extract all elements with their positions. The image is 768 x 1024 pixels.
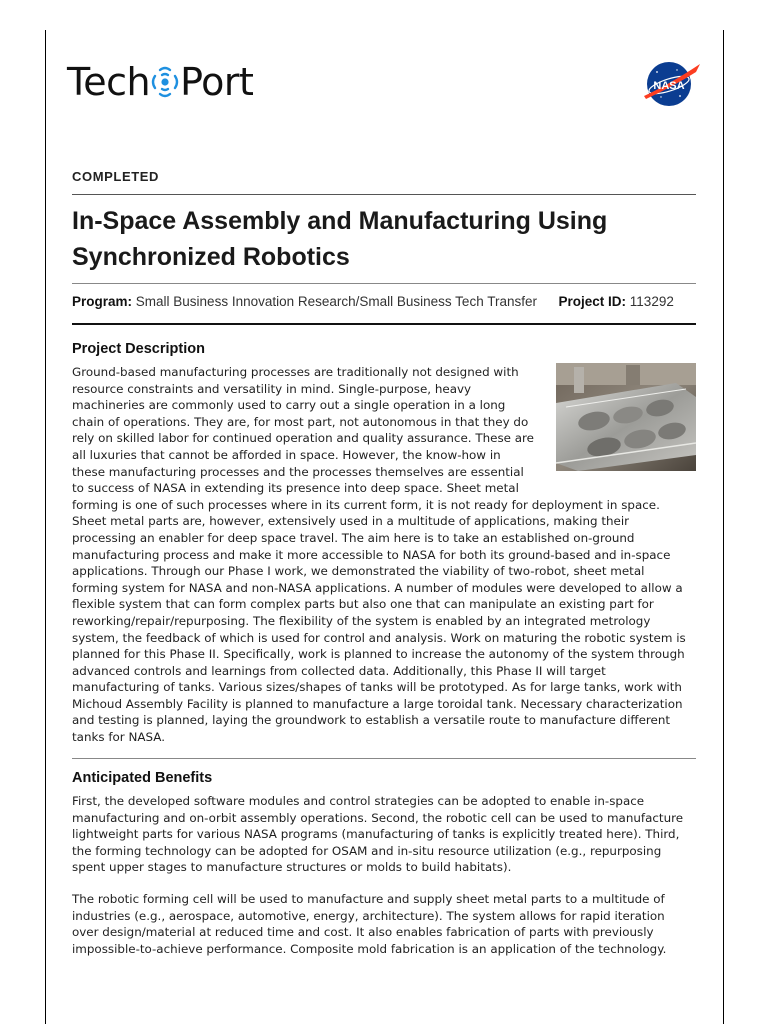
description-line: these manufacturing processes and the processes themselves are essential — [72, 464, 524, 479]
benefits-paragraph-1 — [72, 793, 700, 876]
description-line: flexible system that can form complex parts but also one that can manipulate an existing part for — [72, 597, 654, 612]
description-line: processing an enabler for deep space travel. The aim here is to take an established on-ground — [72, 530, 635, 545]
description-line: planned for this Phase II. Specifically, work is planned to increase the autonomy of the system through — [72, 647, 685, 662]
project-description — [72, 364, 700, 746]
description-line: manufacturing process and make it more accessible to NASA for both its ground-based and in-space — [72, 547, 671, 562]
description-line: forming is one of such processes where in its current form, it is not ready for deployment in space. — [72, 497, 660, 512]
benefits-line: First, the developed software modules and control strategies can be adopted to enable in-space — [72, 794, 645, 808]
divider — [72, 323, 696, 325]
project-status: COMPLETED — [72, 169, 160, 184]
techport-logo — [67, 58, 253, 106]
description-heading: Project Description — [72, 341, 205, 357]
nasa-logo — [640, 58, 700, 108]
program-label: Program: — [72, 294, 133, 309]
benefits-line: impossible-to-achieve performance. Composite mold fabrication is an application of the technology. — [72, 941, 667, 956]
description-line: Ground-based manufacturing processes are traditionally not designed with — [72, 365, 519, 379]
benefits-line: manufacturing and on-orbit assembly operations. Second, the robotic cell can be used to manufacture — [72, 810, 684, 825]
benefits-line: over design/material at reduced time and cost. It also enables fabrication of parts with previously — [72, 925, 654, 940]
description-line: all luxuries that cannot be afforded in space. However, the know-how in — [72, 447, 501, 462]
benefits-line: lightweight parts for various NASA programs (manufacturing of tanks is explicitly treated here). Third, — [72, 827, 680, 842]
benefits-line: The robotic forming cell will be used to manufacture and supply sheet metal parts to a multitude of — [72, 892, 665, 906]
divider — [72, 194, 696, 195]
title-line: In-Space Assembly and Manufacturing Using — [72, 207, 608, 235]
signal-icon — [151, 62, 179, 102]
page-border-right — [723, 30, 724, 1024]
benefits-heading: Anticipated Benefits — [72, 770, 213, 786]
description-line: forming system for NASA and non-NASA applications. A number of modules were developed to allow a — [72, 580, 683, 595]
description-line: manufacturing of tanks. Various sizes/shapes of tanks will be prototyped. As for large tanks, work with — [72, 680, 682, 695]
description-line: to success of NASA in extending its presence into deep space. Sheet metal — [72, 481, 519, 496]
description-line: system, the feedback of which is used for control and analysis. Work on maturing the robotic system is — [72, 630, 686, 645]
benefits-line: the forming technology can be adopted for OSAM and in-situ resource utilization (e.g., repurposing — [72, 843, 662, 858]
title-line: Synchronized Robotics — [72, 243, 350, 271]
description-line: Sheet metal parts are, however, extensively used in a multitude of applications, making their — [72, 514, 630, 529]
logo-text-tech: Tech — [67, 60, 151, 104]
description-line: applications. Through our Phase I work, we demonstrated the viability of two-robot, sheet metal — [72, 564, 645, 579]
benefits-line: spent upper stages to manufacture structures or molds to build habitats). — [72, 860, 512, 875]
description-line: chain of operations. They are, for most part, not autonomous in that they do — [72, 414, 529, 429]
divider — [72, 283, 696, 284]
project-id-label: Project ID: — [558, 294, 627, 309]
description-line: advanced controls and learnings from collected data. Additionally, this Phase II will target — [72, 663, 606, 678]
description-line: and testing is planned, laying the groundwork to establish a versatile route to manufacture different — [72, 713, 671, 728]
divider — [72, 758, 696, 759]
project-meta — [72, 294, 696, 309]
description-line: machineries are commonly used to carry out a single operation in a long — [72, 398, 506, 413]
project-id-value: 113292 — [629, 294, 674, 309]
description-line: rely on skilled labor for continued operation and quality assurance. These are — [72, 431, 534, 446]
benefits-line: industries (e.g., aerospace, automotive, energy, architecture). The system allows for rapid iteration — [72, 908, 665, 923]
program-value: Small Business Innovation Research/Small Business Tech Transfer — [135, 294, 537, 309]
description-line: reworking/repair/repurposing. The flexibility of the system is enabled by an integrated metrology — [72, 613, 651, 628]
svg-text:NASA: NASA — [653, 80, 685, 92]
description-line: Michoud Assembly Facility is planned to manufacture a large toroidal tank. Necessary characterization — [72, 696, 683, 711]
benefits-paragraph-2 — [72, 891, 700, 957]
description-line: resource constraints and versatility in mind. Single-purpose, heavy — [72, 381, 472, 396]
description-line: tanks for NASA. — [72, 730, 165, 745]
page-title — [72, 203, 696, 275]
logo-text-port: Port — [180, 60, 254, 104]
page-border-left — [45, 30, 46, 1024]
